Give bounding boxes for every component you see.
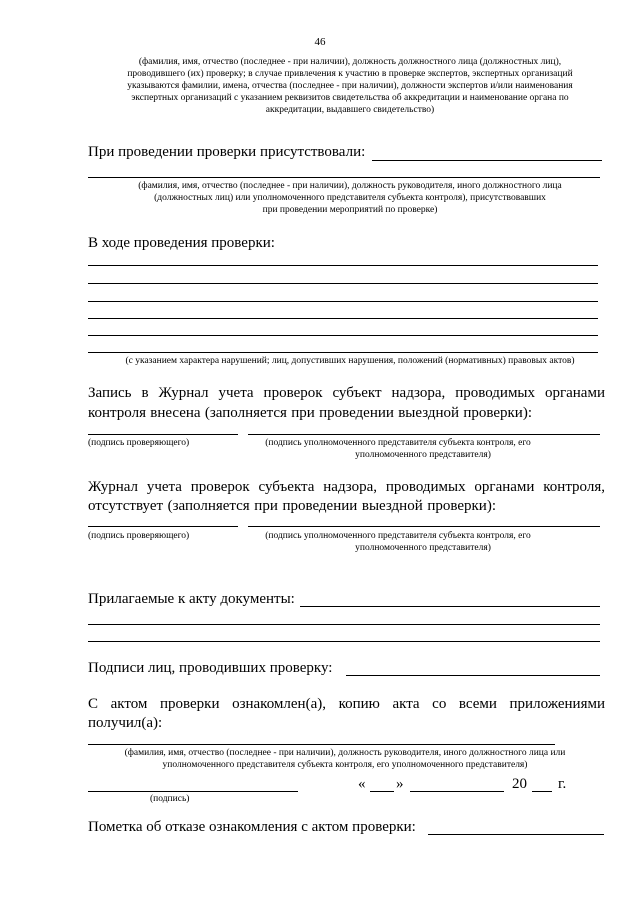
course-line[interactable] [88, 301, 598, 302]
top-caption-line: проводившего (их) проверку; в случае привлечения к участию в проверке экспертов, экспертных организаций [127, 69, 573, 79]
course-line[interactable] [88, 335, 598, 336]
inspector-signature-field-2[interactable] [88, 526, 238, 527]
caption-line: уполномоченного представителя) [355, 450, 491, 460]
journal-entry-line1: Запись в Журнал учета проверок субъект надзора, проводимых органами [88, 385, 605, 401]
attached-field[interactable] [300, 606, 600, 607]
acquainted-line1: С актом проверки ознакомлен(а), копию акта со всеми приложениями [88, 696, 605, 712]
top-caption-line: (фамилия, имя, отчество (последнее - при наличии), должность должностного лица (должностных лиц), [138, 57, 562, 67]
signatures-field[interactable] [346, 675, 600, 676]
acquainted-line2: получил(а): [88, 715, 163, 731]
present-caption-line: (фамилия, имя, отчество (последнее - при наличии), должность руководителя, иного должностного лица [138, 181, 562, 191]
acquainted-caption [80, 747, 610, 771]
representative-signature-field-2[interactable] [248, 526, 600, 527]
course-caption: (с указанием характера нарушений; лиц, допустивших нарушения, положений (нормативных) правовых актов) [125, 356, 575, 366]
representative-signature-caption-2 [248, 530, 548, 554]
signatures-label: Подписи лиц, проводивших проверку: [88, 660, 333, 676]
course-line[interactable] [88, 283, 598, 284]
present-label: При проведении проверки присутствовали: [88, 144, 366, 160]
caption-line: (подпись уполномоченного представителя субъекта контроля, его [265, 438, 531, 448]
refusal-label: Пометка об отказе ознакомления с актом проверки: [88, 819, 416, 835]
representative-signature-caption [248, 437, 548, 461]
inspector-signature-field[interactable] [88, 434, 238, 435]
date-year-field[interactable] [532, 791, 552, 792]
date-year-suffix: г. [558, 776, 567, 792]
date-close-quote: » [396, 776, 404, 792]
refusal-field[interactable] [428, 834, 604, 835]
date-open-quote: « [358, 776, 366, 792]
inspector-signature-caption-2: (подпись проверяющего) [88, 531, 190, 541]
course-line[interactable] [88, 318, 598, 319]
caption-line: уполномоченного представителя) [355, 543, 491, 553]
course-line[interactable] [88, 265, 598, 266]
representative-signature-field[interactable] [248, 434, 600, 435]
inspector-signature-caption: (подпись проверяющего) [88, 438, 190, 448]
journal-absent-line2: отсутствует (заполняется при проведении выездной проверки): [88, 498, 496, 514]
top-caption-line: указываются фамилии, имена, отчества (последнее - при наличии), должности экспертов и/или наименования [127, 81, 573, 91]
journal-absent-line1: Журнал учета проверок субъекта надзора, проводимых органами контроля, [88, 479, 605, 495]
page-number: 46 [314, 36, 326, 48]
journal-entry-line2: контроля внесена (заполняется при проведении выездной проверки): [88, 405, 532, 421]
course-line[interactable] [88, 352, 598, 353]
present-caption-line: (должностных лиц) или уполномоченного представителя субъекта контроля), присутствовавших [154, 193, 546, 203]
acquainted-signature-caption: (подпись) [150, 794, 190, 804]
present-caption [80, 180, 620, 216]
attached-field-line2[interactable] [88, 624, 600, 625]
acquainted-name-field[interactable] [88, 744, 555, 745]
date-year-prefix: 20 [512, 776, 527, 792]
top-caption [80, 56, 620, 116]
present-field-line2[interactable] [88, 177, 600, 178]
top-caption-line: аккредитации, выдавшего свидетельство) [265, 105, 435, 115]
course-label: В ходе проведения проверки: [88, 235, 275, 251]
present-field[interactable] [372, 160, 602, 161]
caption-line: (фамилия, имя, отчество (последнее - при наличии), должность руководителя, иного должностного лица или [124, 748, 566, 758]
date-month-field[interactable] [410, 791, 504, 792]
present-caption-line: при проведении мероприятий по проверке) [262, 205, 438, 215]
acquainted-signature-field[interactable] [88, 791, 298, 792]
date-day-field[interactable] [370, 791, 394, 792]
attached-field-line3[interactable] [88, 641, 600, 642]
caption-line: уполномоченного представителя субъекта контроля, его уполномоченного представителя) [162, 760, 528, 770]
top-caption-line: экспертных организаций с указанием реквизитов свидетельства об аккредитации и наименование органа по [131, 93, 569, 103]
attached-label: Прилагаемые к акту документы: [88, 591, 295, 607]
caption-line: (подпись уполномоченного представителя субъекта контроля, его [265, 531, 531, 541]
